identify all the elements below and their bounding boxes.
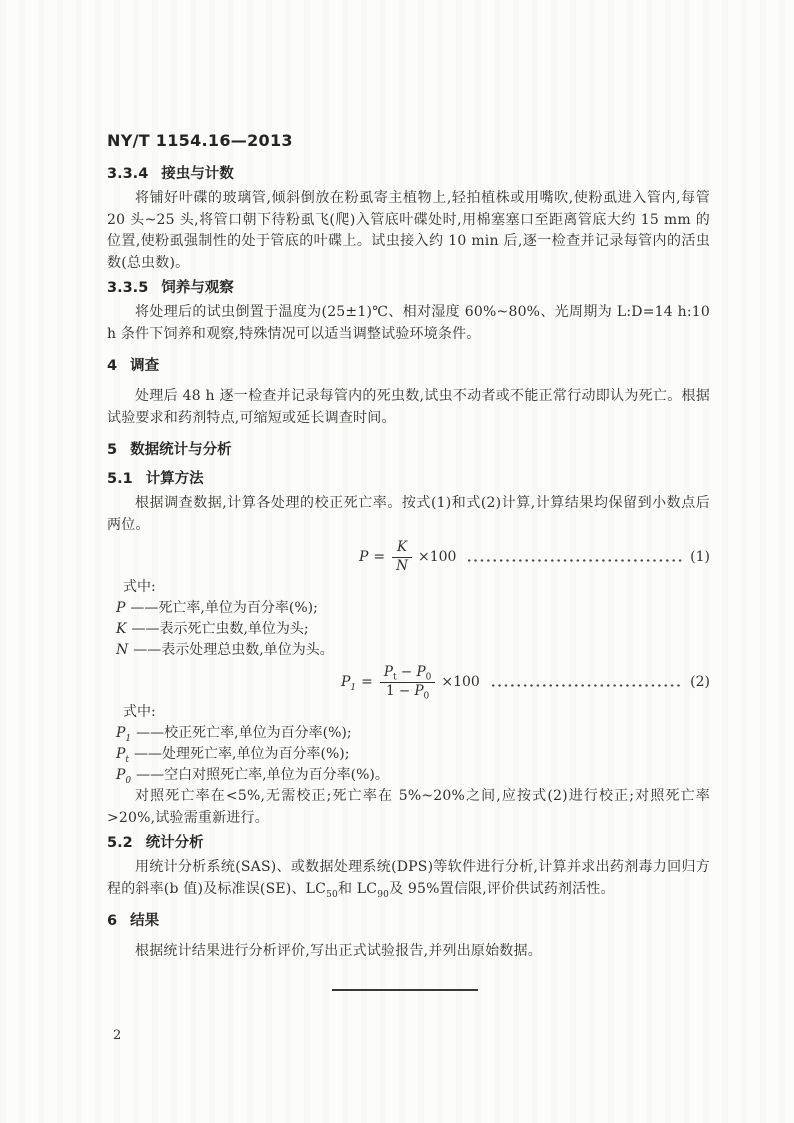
heading-title: 饲养与观察 bbox=[161, 280, 234, 296]
heading-3-3-5 bbox=[107, 279, 710, 298]
heading-number: 6 bbox=[107, 913, 118, 930]
def-label: 式中: bbox=[123, 579, 156, 596]
heading-number: 5 bbox=[107, 442, 118, 458]
times-100: ×100 bbox=[417, 549, 457, 566]
formula-1-math bbox=[359, 540, 456, 574]
heading-title: 调查 bbox=[130, 358, 160, 374]
heading-number: 3.3.4 bbox=[107, 166, 149, 182]
heading-title: 计算方法 bbox=[145, 471, 204, 487]
heading-number: 3.3.5 bbox=[107, 280, 149, 296]
def-desc: 死亡率,单位为百分率(%); bbox=[158, 600, 318, 617]
heading-title: 数据统计与分析 bbox=[130, 442, 232, 458]
def-var: $P_1$ bbox=[116, 725, 132, 744]
formula-1 bbox=[107, 540, 710, 574]
fraction-numerator: K bbox=[392, 540, 412, 558]
dot-leader bbox=[466, 559, 682, 562]
para-3-3-4: 将铺好叶碟的玻璃管,倾斜倒放在粉虱寄主植物上,轻拍植株或用嘴吹,使粉虱进入管内,每管 20 头~25 头,将管口朝下待粉虱飞(爬)入管底叶碟处时,用棉塞塞口至距离管底大约 15 mm 的位置,使粉虱强制性的处于管底的叶碟上。试虫接入约 10 min 后,逐一检查并记录每管内的活虫数(总虫数)。 bbox=[107, 190, 710, 271]
para-correction-note: 对照死亡率在<5%,无需校正;死亡率在 5%~20%之间,应按式(2)进行校正;对照死亡率>20%,试验需重新进行。 bbox=[107, 788, 710, 826]
def-var: P bbox=[116, 600, 126, 617]
def-row bbox=[116, 723, 710, 744]
def-desc: 空白对照死亡率,单位为百分率(%)。 bbox=[164, 767, 389, 784]
page-number: 2 bbox=[113, 1028, 122, 1043]
def-desc: 表示死亡虫数,单位为头; bbox=[159, 621, 309, 638]
fraction-denominator: $1 - P_0$ bbox=[385, 682, 430, 702]
dot-leader bbox=[490, 684, 682, 687]
fraction bbox=[380, 664, 435, 702]
heading-title: 结果 bbox=[130, 913, 160, 930]
formula-2-math bbox=[341, 664, 480, 702]
fraction-denominator: N bbox=[396, 557, 408, 574]
para-5-1: 根据调查数据,计算各处理的校正死亡率。按式(1)和式(2)计算,计算结果均保留到小数点后两位。 bbox=[107, 495, 710, 533]
heading-5-2 bbox=[107, 834, 710, 853]
def-var: $P_t$ bbox=[116, 746, 130, 765]
def-desc: 表示处理总虫数,单位为头。 bbox=[161, 642, 334, 659]
def-row bbox=[116, 619, 710, 640]
para-5-2: 用统计分析系统(SAS)、或数据处理系统(DPS)等软件进行分析,计算并求出药剂毒力回归方程的斜率(b 值)及标准误(SE)、$LC_{50}$和 $LC_{90}$及 95%置信限,评价供试药剂活性。 bbox=[107, 859, 710, 900]
lc90-subscript: 90 bbox=[377, 889, 390, 900]
heading-number: 5.2 bbox=[107, 835, 133, 852]
end-of-text-rule bbox=[332, 989, 478, 991]
def-var: $P_0$ bbox=[116, 767, 132, 786]
heading-number: 5.1 bbox=[107, 471, 133, 487]
formula-2 bbox=[107, 664, 710, 702]
def-var: N bbox=[116, 642, 129, 659]
formula-tag: (1) bbox=[690, 549, 710, 566]
formula-var: P bbox=[359, 549, 369, 566]
def-desc: 校正死亡率,单位为百分率(%); bbox=[164, 725, 352, 742]
def-dash: —— bbox=[136, 725, 165, 742]
heading-5 bbox=[107, 441, 710, 460]
formula-var: $P_1$ bbox=[341, 674, 357, 693]
heading-3-3-4 bbox=[107, 165, 710, 184]
def-label: 式中: bbox=[123, 704, 156, 721]
fraction bbox=[392, 540, 412, 574]
def-row bbox=[116, 744, 710, 765]
def-dash: —— bbox=[131, 621, 160, 638]
para-6: 根据统计结果进行分析评价,写出正式试验报告,并列出原始数据。 bbox=[135, 943, 542, 960]
times-100: ×100 bbox=[441, 674, 480, 691]
def-var: K bbox=[116, 621, 127, 638]
heading-6 bbox=[107, 912, 710, 931]
heading-title: 接虫与计数 bbox=[161, 166, 234, 182]
heading-4 bbox=[107, 357, 710, 376]
formula-tag: (2) bbox=[690, 674, 710, 691]
def-dash: —— bbox=[133, 642, 162, 659]
heading-number: 4 bbox=[107, 358, 118, 374]
para-3-3-5: 将处理后的试虫倒置于温度为(25±1)℃、相对湿度 60%~80%、光周期为 L:D=14 h:10 h 条件下饲养和观察,特殊情况可以适当调整试验环境条件。 bbox=[107, 304, 710, 342]
equals-sign: = bbox=[361, 674, 373, 691]
def-row bbox=[116, 640, 710, 661]
def-desc: 处理死亡率,单位为百分率(%); bbox=[162, 746, 350, 763]
heading-5-1 bbox=[107, 470, 710, 489]
equals-sign: = bbox=[373, 549, 386, 566]
doc-number: NY/T 1154.16—2013 bbox=[107, 131, 293, 150]
para-4: 处理后 48 h 逐一检查并记录每管内的死虫数,试虫不动者或不能正常行动即认为死亡。根据试验要求和药剂特点,可缩短或延长调查时间。 bbox=[107, 388, 710, 426]
def-row bbox=[116, 765, 710, 786]
fraction-numerator: $P_t - P_0$ bbox=[380, 665, 435, 683]
def-dash: —— bbox=[130, 600, 159, 617]
lc50-subscript: 50 bbox=[326, 889, 338, 900]
def-dash: —— bbox=[136, 767, 165, 784]
def-dash: —— bbox=[134, 746, 163, 763]
def-row bbox=[116, 598, 710, 619]
heading-title: 统计分析 bbox=[145, 835, 204, 852]
